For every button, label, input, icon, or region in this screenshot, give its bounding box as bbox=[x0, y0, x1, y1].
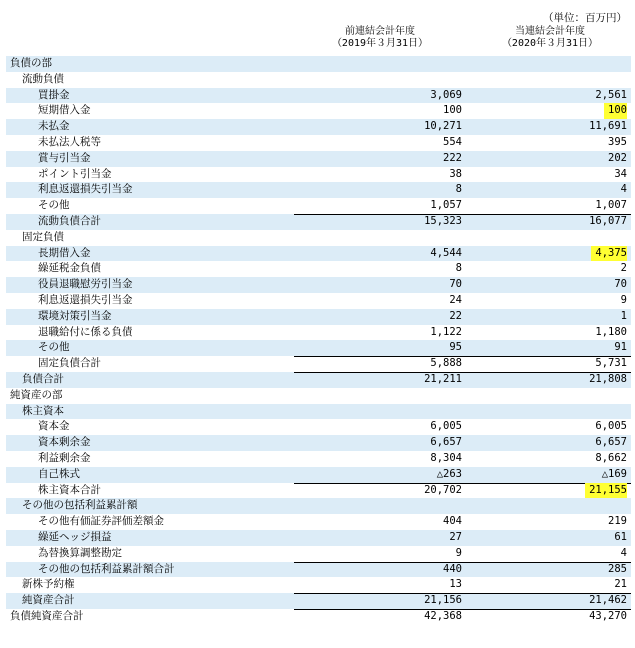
row-label: その他 bbox=[38, 199, 70, 212]
row-label: 利益剰余金 bbox=[38, 451, 91, 464]
prev-value: 100 bbox=[443, 104, 462, 117]
table-row bbox=[6, 119, 631, 135]
prev-value: △263 bbox=[436, 467, 462, 480]
row-label: 買掛金 bbox=[38, 88, 70, 101]
row-label: 新株予約権 bbox=[22, 578, 75, 591]
curr-value: 21,808 bbox=[589, 372, 627, 385]
table-row bbox=[6, 198, 631, 214]
prev-period-title: 前連結会計年度 bbox=[345, 26, 415, 37]
prev-value: 8 bbox=[455, 183, 462, 196]
table-row bbox=[6, 230, 631, 246]
row-label: 固定負債合計 bbox=[38, 357, 101, 370]
table-row bbox=[6, 498, 631, 514]
row-label: 固定負債 bbox=[22, 230, 64, 243]
table-row bbox=[6, 388, 631, 404]
prev-value: 20,702 bbox=[424, 483, 462, 496]
prev-value: 6,657 bbox=[430, 436, 462, 449]
curr-value: 61 bbox=[614, 530, 627, 543]
table-row bbox=[6, 530, 631, 546]
table-row bbox=[6, 372, 631, 388]
prev-value: 10,271 bbox=[424, 120, 462, 133]
table-row bbox=[6, 277, 631, 293]
curr-value: 4 bbox=[620, 546, 627, 559]
prev-value: 27 bbox=[449, 530, 462, 543]
curr-value: 21 bbox=[614, 578, 627, 591]
curr-value: 4,375 bbox=[591, 246, 627, 262]
table-row bbox=[6, 167, 631, 183]
table-row bbox=[6, 246, 631, 262]
prev-value: 404 bbox=[443, 515, 462, 528]
row-label: 純資産の部 bbox=[10, 388, 63, 401]
row-label: 環境対策引当金 bbox=[38, 309, 112, 322]
curr-value: 91 bbox=[614, 341, 627, 354]
prev-value: 42,368 bbox=[424, 609, 462, 622]
curr-value: 6,005 bbox=[595, 420, 627, 433]
curr-value: 21,462 bbox=[589, 594, 627, 607]
table-row bbox=[6, 404, 631, 420]
row-label: 負債の部 bbox=[10, 57, 52, 69]
prev-value: 21,156 bbox=[424, 594, 462, 607]
row-label: 株主資本 bbox=[22, 404, 64, 417]
table-row bbox=[6, 562, 631, 578]
curr-value: 2,561 bbox=[595, 88, 627, 101]
balance-sheet-table bbox=[6, 56, 631, 625]
table-row bbox=[6, 514, 631, 530]
table-row bbox=[6, 293, 631, 309]
curr-value: 16,077 bbox=[589, 214, 627, 227]
table-row bbox=[6, 103, 631, 119]
prev-value: 70 bbox=[449, 278, 462, 291]
table-row bbox=[6, 609, 631, 625]
curr-value: 6,657 bbox=[595, 436, 627, 449]
curr-value: 8,662 bbox=[595, 451, 627, 464]
row-label: その他 bbox=[38, 341, 70, 354]
curr-value: 100 bbox=[604, 103, 627, 119]
row-label: 負債合計 bbox=[22, 372, 64, 385]
row-label: その他有価証券評価差額金 bbox=[38, 515, 164, 528]
prev-value: 6,005 bbox=[430, 420, 462, 433]
table-row bbox=[6, 325, 631, 341]
table-row bbox=[6, 182, 631, 198]
curr-value: 1,180 bbox=[595, 325, 627, 338]
row-label: ポイント引当金 bbox=[38, 167, 112, 180]
curr-value: 2 bbox=[620, 262, 627, 275]
table-row bbox=[6, 435, 631, 451]
table-row bbox=[6, 451, 631, 467]
row-label: その他の包括利益累計額 bbox=[22, 499, 138, 512]
table-row bbox=[6, 214, 631, 230]
table-row bbox=[6, 261, 631, 277]
curr-value: 395 bbox=[608, 135, 627, 148]
prev-value: 222 bbox=[443, 151, 462, 164]
curr-value: 9 bbox=[620, 293, 627, 306]
curr-value: 11,691 bbox=[589, 120, 627, 133]
curr-value: 5,731 bbox=[595, 357, 627, 370]
curr-value: 4 bbox=[620, 183, 627, 196]
prev-value: 95 bbox=[449, 341, 462, 354]
prev-value: 15,323 bbox=[424, 214, 462, 227]
row-label: 役員退職慰労引当金 bbox=[38, 278, 133, 291]
table-row bbox=[6, 483, 631, 499]
row-label: 負債純資産合計 bbox=[10, 609, 84, 622]
table-row bbox=[6, 56, 631, 72]
row-label: 自己株式 bbox=[38, 467, 80, 480]
curr-value: 43,270 bbox=[589, 609, 627, 622]
curr-value: △169 bbox=[601, 467, 627, 480]
unit-label: （単位：百万円） bbox=[543, 12, 627, 24]
prev-value: 9 bbox=[455, 546, 462, 559]
table-row bbox=[6, 151, 631, 167]
row-label: 未払金 bbox=[38, 120, 70, 133]
column-headers bbox=[0, 26, 635, 54]
prev-value: 1,057 bbox=[430, 199, 462, 212]
prev-value: 554 bbox=[443, 135, 462, 148]
row-label: 短期借入金 bbox=[38, 104, 91, 117]
curr-value: 1,007 bbox=[595, 199, 627, 212]
row-label: 為替換算調整勘定 bbox=[38, 546, 122, 559]
prev-period-date: （2019年３月31日） bbox=[331, 38, 429, 49]
prev-value: 8 bbox=[455, 262, 462, 275]
curr-value: 219 bbox=[608, 515, 627, 528]
prev-value: 4,544 bbox=[430, 246, 462, 259]
row-label: 資本剰余金 bbox=[38, 436, 91, 449]
row-label: 流動負債合計 bbox=[38, 214, 101, 227]
table-row bbox=[6, 340, 631, 356]
table-row bbox=[6, 88, 631, 104]
prev-value: 24 bbox=[449, 293, 462, 306]
table-row bbox=[6, 135, 631, 151]
prev-value: 8,304 bbox=[430, 451, 462, 464]
prev-value: 440 bbox=[443, 562, 462, 575]
prev-value: 38 bbox=[449, 167, 462, 180]
table-row bbox=[6, 577, 631, 593]
curr-period-title: 当連結会計年度 bbox=[515, 26, 585, 37]
prev-value: 1,122 bbox=[430, 325, 462, 338]
curr-period-header bbox=[470, 26, 630, 50]
row-label: 未払法人税等 bbox=[38, 135, 101, 148]
row-label: 賞与引当金 bbox=[38, 151, 91, 164]
table-row bbox=[6, 546, 631, 562]
curr-value: 1 bbox=[620, 309, 627, 322]
curr-value: 21,155 bbox=[585, 483, 627, 499]
row-label: 退職給付に係る負債 bbox=[38, 325, 133, 338]
prev-value: 5,888 bbox=[430, 357, 462, 370]
curr-period-date: （2020年３月31日） bbox=[501, 38, 599, 49]
curr-value: 285 bbox=[608, 562, 627, 575]
curr-value: 70 bbox=[614, 278, 627, 291]
prev-period-header bbox=[310, 26, 450, 50]
table-row bbox=[6, 419, 631, 435]
row-label: 繰延税金負債 bbox=[38, 262, 101, 275]
row-label: 流動負債 bbox=[22, 72, 64, 85]
table-row bbox=[6, 309, 631, 325]
table-row bbox=[6, 593, 631, 609]
row-label: 純資産合計 bbox=[22, 594, 75, 607]
row-label: 資本金 bbox=[38, 420, 70, 433]
prev-value: 13 bbox=[449, 578, 462, 591]
prev-value: 3,069 bbox=[430, 88, 462, 101]
curr-value: 202 bbox=[608, 151, 627, 164]
row-label: 繰延ヘッジ損益 bbox=[38, 530, 112, 543]
row-label: 株主資本合計 bbox=[38, 483, 101, 496]
table-row bbox=[6, 72, 631, 88]
prev-value: 21,211 bbox=[424, 372, 462, 385]
table-row bbox=[6, 467, 631, 483]
curr-value: 34 bbox=[614, 167, 627, 180]
row-label: 長期借入金 bbox=[38, 246, 91, 259]
row-label: その他の包括利益累計額合計 bbox=[38, 562, 175, 575]
table-row bbox=[6, 356, 631, 372]
row-label: 利息返還損失引当金 bbox=[38, 293, 133, 306]
prev-value: 22 bbox=[449, 309, 462, 322]
row-label: 利息返還損失引当金 bbox=[38, 183, 133, 196]
